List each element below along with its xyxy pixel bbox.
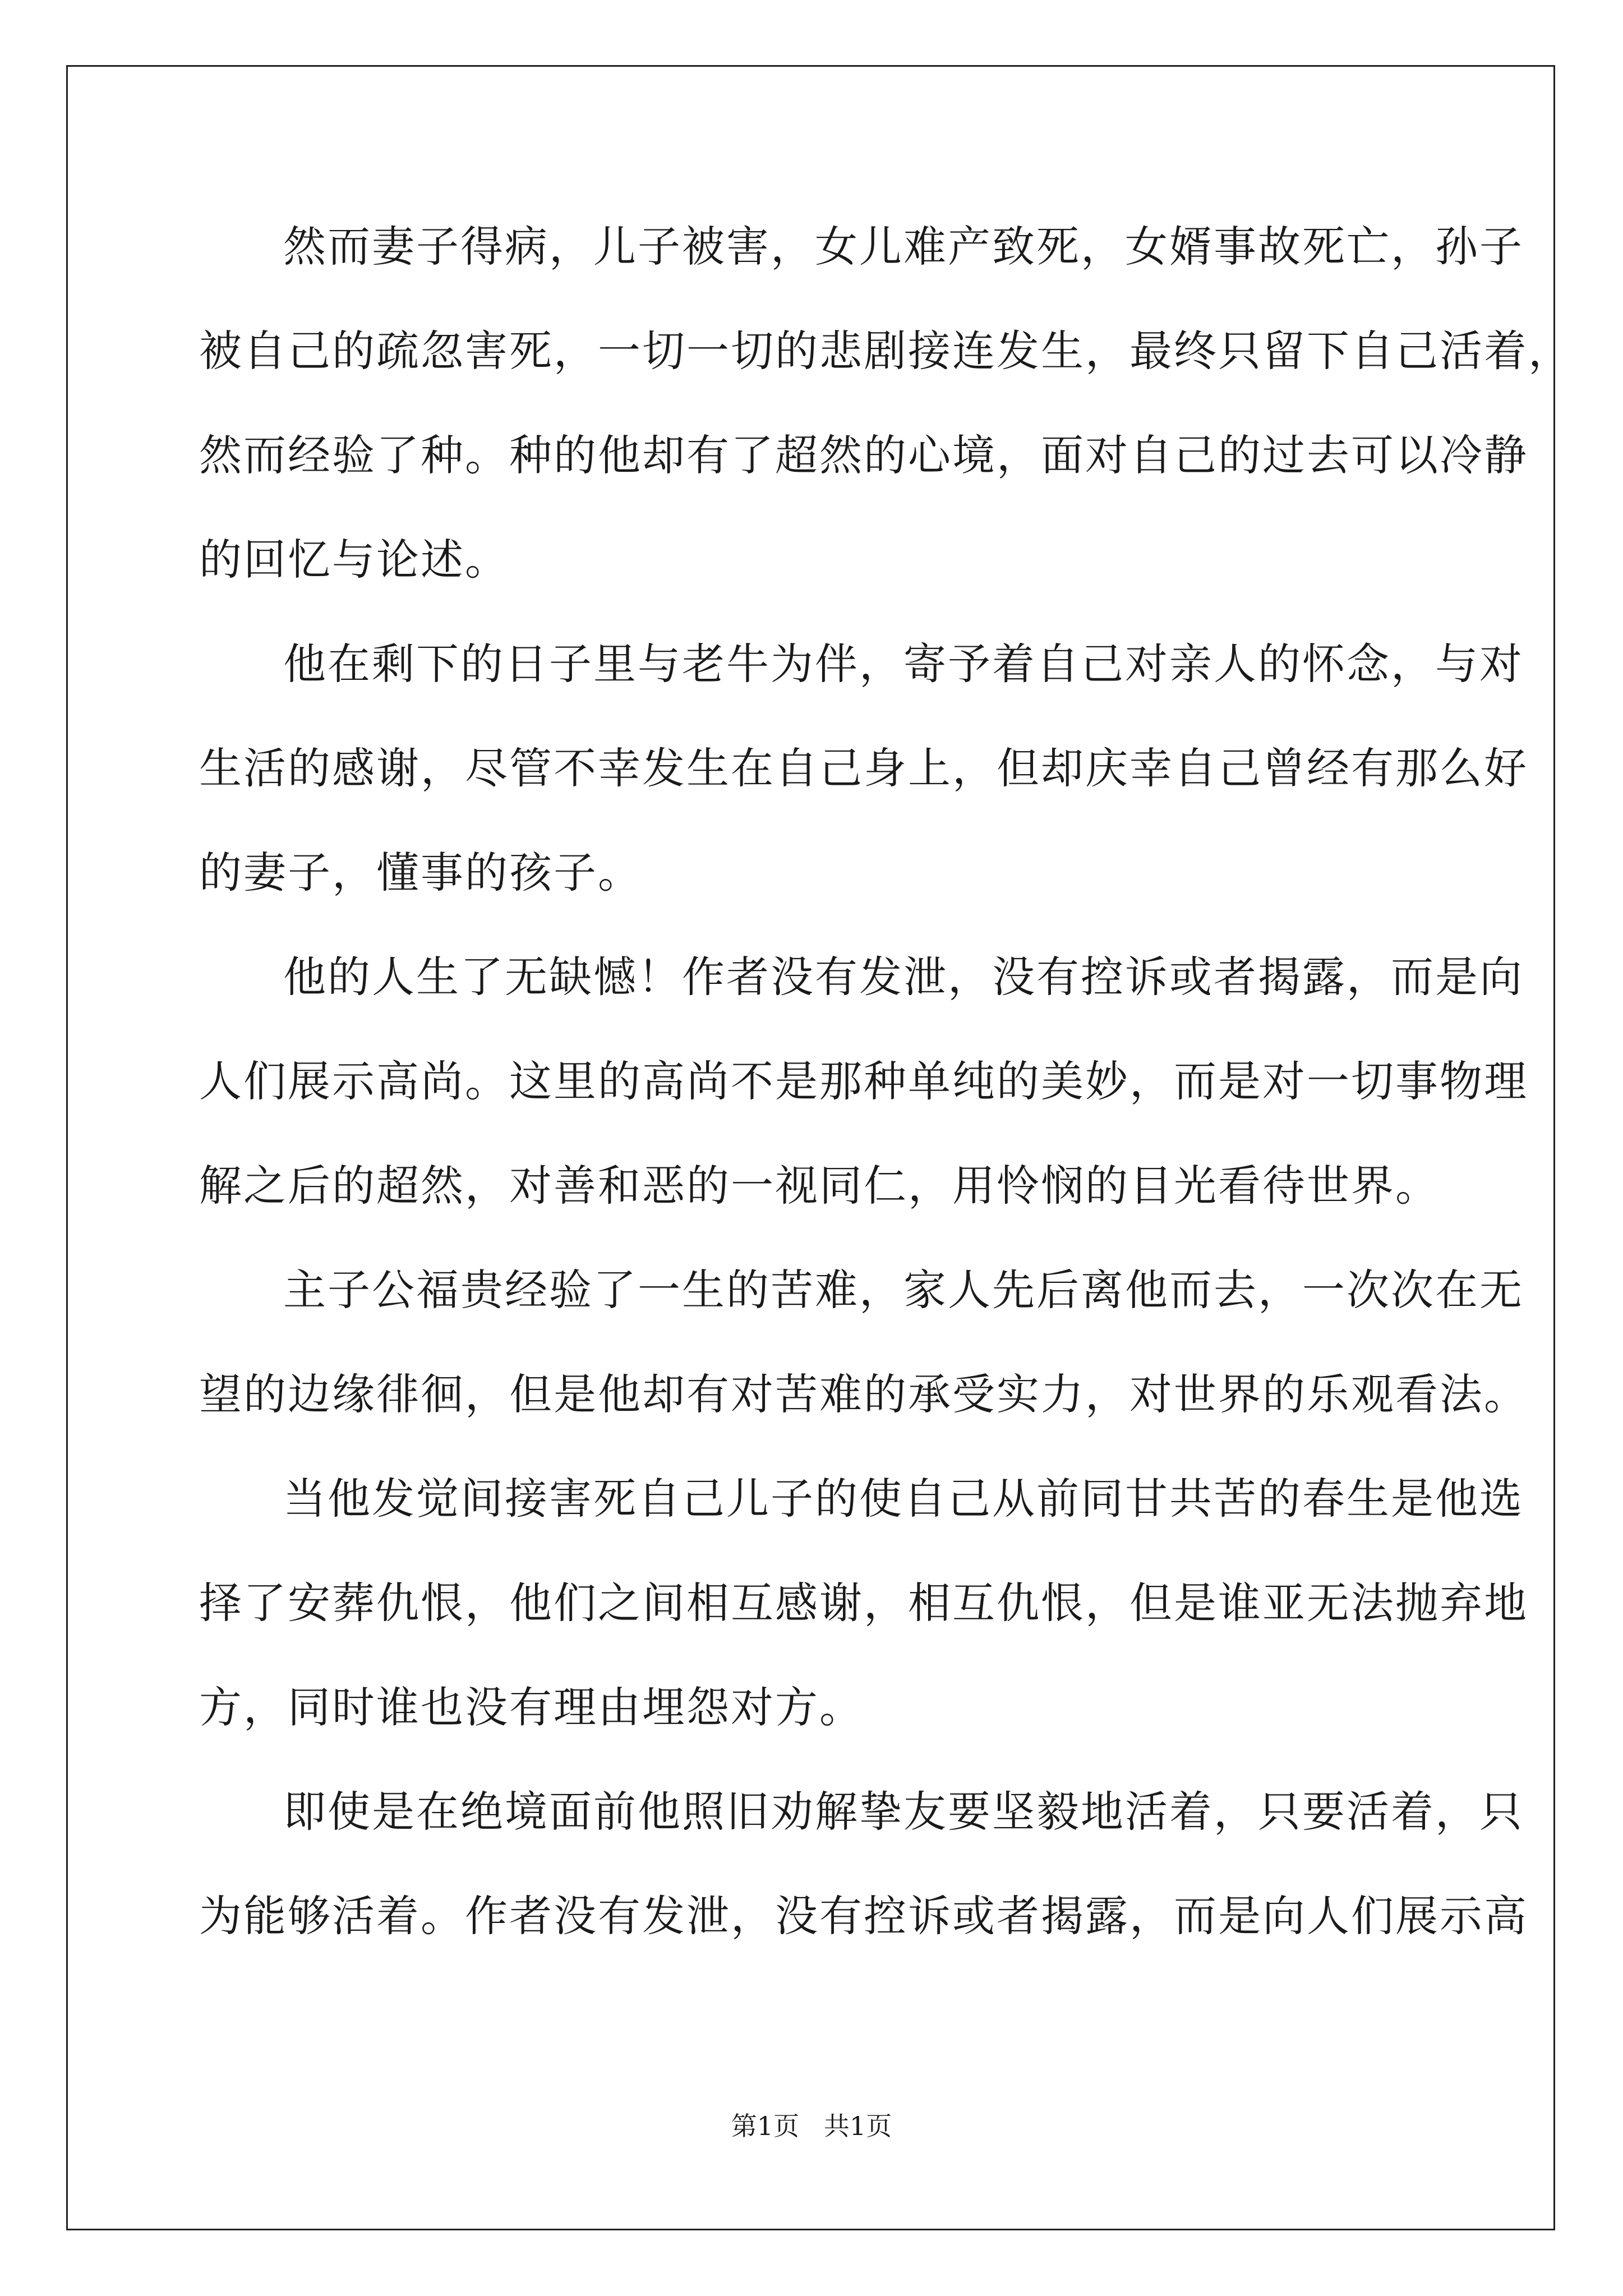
page-number-footer: 第1页 共1页: [731, 2111, 892, 2141]
text-line: 为能够活着。作者没有发泄，没有控诉或者揭露，而是向人们展示高: [199, 1891, 1528, 1941]
text-line: 主子公福贵经验了一生的苦难，家人先后离他而去，一次次在无: [283, 1265, 1524, 1315]
text-line: 即使是在绝境面前他照旧劝解挚友要坚毅地活着，只要活着，只: [283, 1787, 1524, 1837]
text-line: 当他发觉间接害死自己儿子的使自己从前同甘共苦的春生是他选: [283, 1474, 1524, 1524]
text-line: 人们展示高尚。这里的高尚不是那种单纯的美妙，而是对一切事物理: [199, 1056, 1528, 1106]
document-body: [199, 213, 1573, 1987]
text-line: 望的边缘徘徊，但是他却有对苦难的承受实力，对世界的乐观看法。: [199, 1369, 1528, 1419]
text-line: 方，同时谁也没有理由埋怨对方。: [199, 1682, 864, 1732]
text-line: 然而经验了种。种的他却有了超然的心境，面对自己的过去可以冷静: [199, 430, 1528, 480]
text-line: 的妻子，懂事的孩子。: [199, 848, 642, 898]
text-line: 然而妻子得病，儿子被害，女儿难产致死，女婿事故死亡，孙子: [283, 222, 1524, 272]
text-line: 解之后的超然，对善和恶的一视同仁，用怜悯的目光看待世界。: [199, 1161, 1440, 1211]
text-line: 被自己的疏忽害死，一切一切的悲剧接连发生，最终只留下自己活着，: [199, 326, 1573, 376]
text-line: 生活的感谢，尽管不幸发生在自己身上，但却庆幸自己曾经有那么好: [199, 743, 1528, 793]
text-line: 的回忆与论述。: [199, 535, 509, 585]
text-line: 他在剩下的日子里与老牛为伴，寄予着自己对亲人的怀念，与对: [283, 639, 1524, 689]
text-line: 他的人生了无缺憾！作者没有发泄，没有控诉或者揭露，而是向: [283, 952, 1524, 1002]
text-line: 择了安葬仇恨，他们之间相互感谢，相互仇恨，但是谁亚无法抛弃地: [199, 1578, 1528, 1628]
